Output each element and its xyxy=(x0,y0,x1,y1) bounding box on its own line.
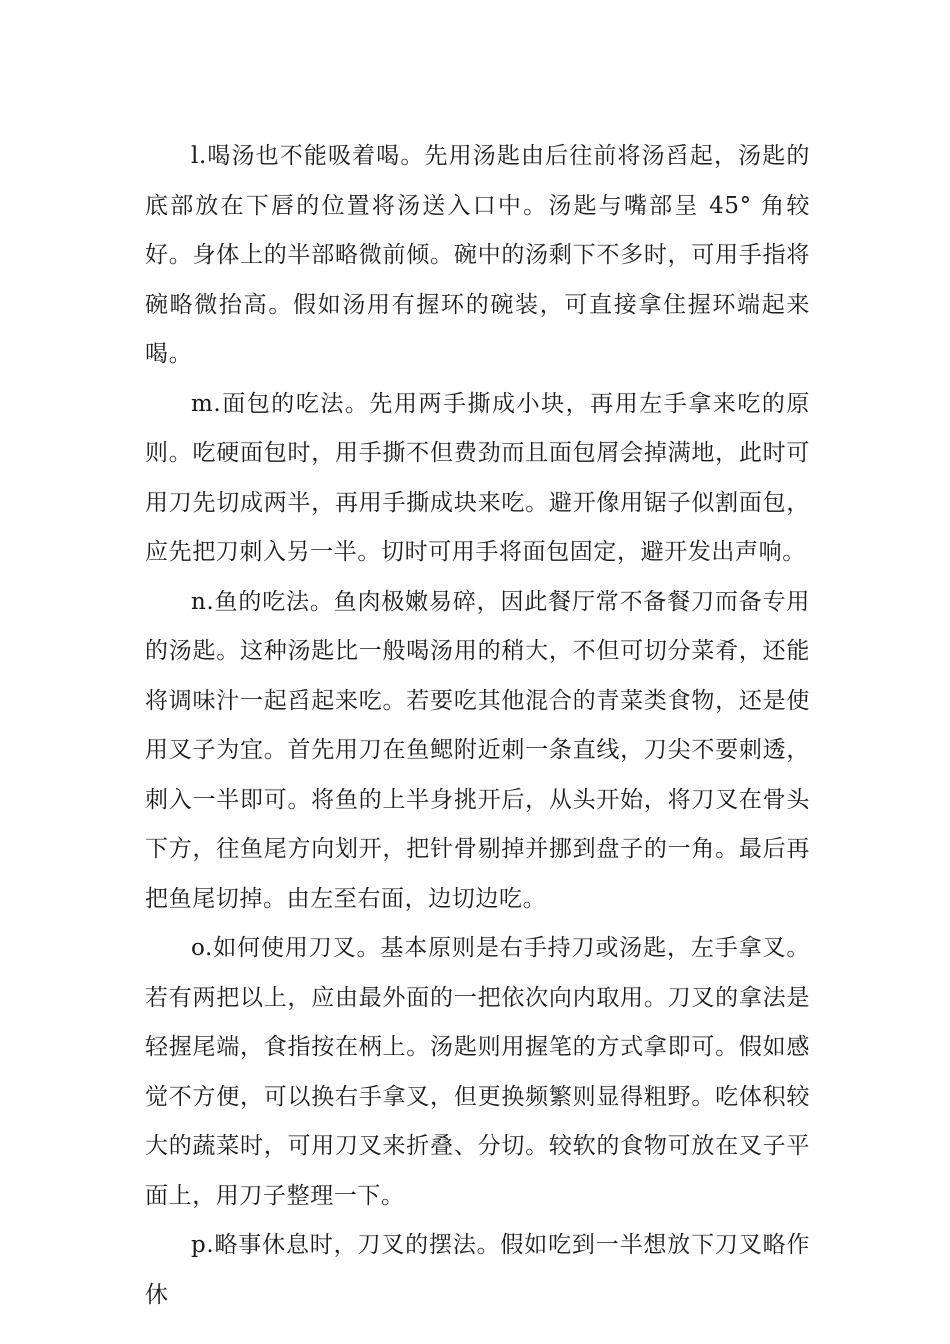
paragraph-n-fish: n.鱼的吃法。鱼肉极嫩易碎，因此餐厅常不备餐刀而备专用的汤匙。这种汤匙比一般喝汤用的稍大，不但可切分菜肴，还能将调味汁一起舀起来吃。若要吃其他混合的青菜类食物，还是使用叉子为宜。首先用刀在鱼鳃附近刺一条直线，刀尖不要刺透，刺入一半即可。将鱼的上半身挑开后，从头开始，将刀叉在骨头下方，往鱼尾方向划开，把针骨剔掉并挪到盘子的一角。最后再把鱼尾切掉。由左至右面，边切边吃。 xyxy=(145,588,810,912)
paragraph-o-cutlery: o.如何使用刀叉。基本原则是右手持刀或汤匙，左手拿叉。若有两把以上，应由最外面的一把依次向内取用。刀叉的拿法是轻握尾端，食指按在柄上。汤匙则用握笔的方式拿即可。假如感觉不方便，可以换右手拿叉，但更换频繁则显得粗野。吃体积较大的蔬菜时，可用刀叉来折叠、分切。较软的食物可放在叉子平面上，用刀子整理一下。 xyxy=(145,935,810,1209)
paragraph-l-soup: l.喝汤也不能吸着喝。先用汤匙由后往前将汤舀起，汤匙的底部放在下唇的位置将汤送入口中。汤匙与嘴部呈 45° 角较好。身体上的半部略微前倾。碗中的汤剩下不多时，可用手指将碗略微抬高。假如汤用有握环的碗装，可直接拿住握环端起来喝。 xyxy=(145,143,810,367)
paragraph-p-resting: p.略事休息时，刀叉的摆法。假如吃到一半想放下刀叉略作休 xyxy=(145,1232,810,1308)
paragraph-m-bread: m.面包的吃法。先用两手撕成小块，再用左手拿来吃的原则。吃硬面包时，用手撕不但费劲而且面包屑会掉满地，此时可用刀先切成两半，再用手撕成块来吃。避开像用锯子似割面包，应先把刀刺入另一半。切时可用手将面包固定，避开发出声响。 xyxy=(145,390,810,565)
document-body xyxy=(145,132,810,1320)
